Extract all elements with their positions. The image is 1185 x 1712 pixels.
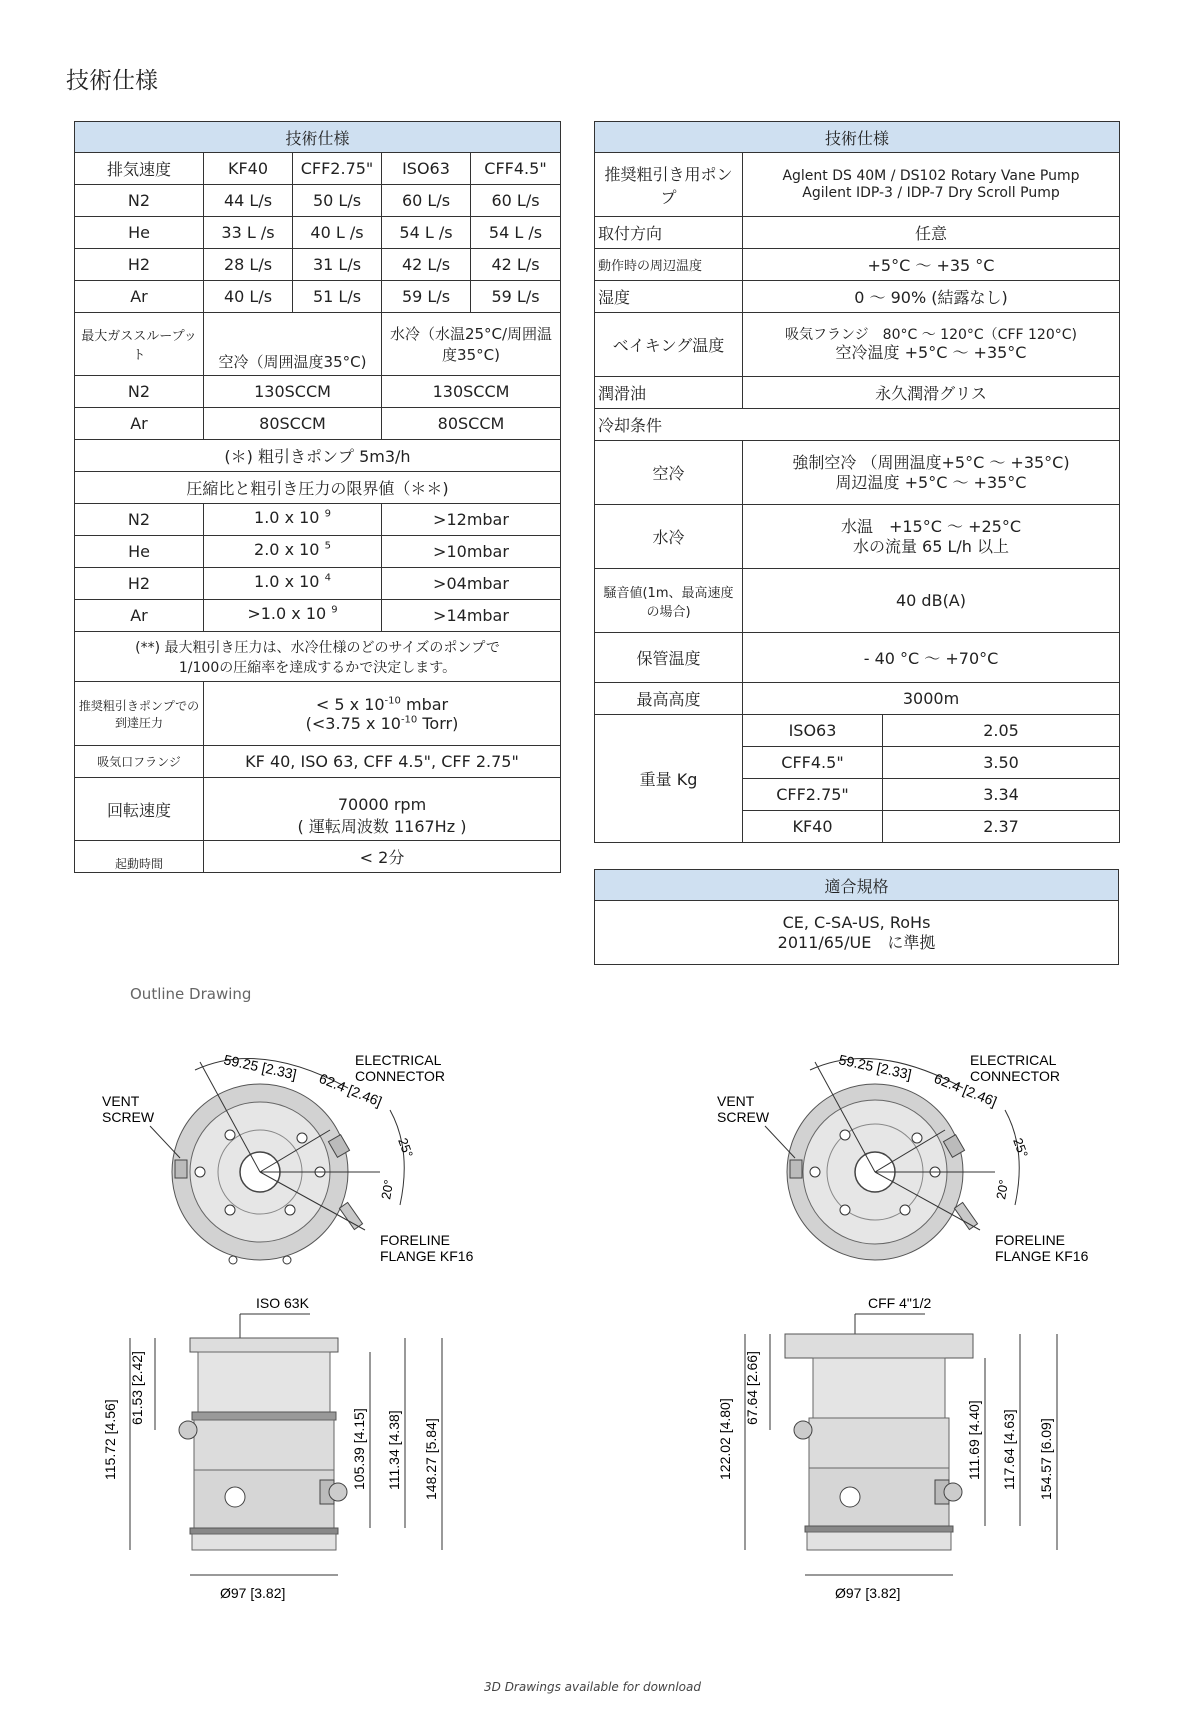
startup-row: 起動時間 < 2分	[75, 841, 561, 873]
screw-label: SCREW	[717, 1109, 770, 1125]
compression-header: 圧縮比と粗引き圧力の限界値（＊＊)	[75, 472, 561, 504]
speed-header-row: 排気速度 KF40 CFF2.75" ISO63 CFF4.5"	[75, 153, 561, 185]
table-row: He 2.0 x 10 $^5$ >10mbar	[75, 536, 561, 568]
outline-drawing-title: Outline Drawing	[130, 985, 252, 1003]
roughing-note: (＊) 粗引きポンプ 5m3/h	[75, 440, 561, 472]
flange-row: 吸気口フランジ KF 40, ISO 63, CFF 4.5", CFF 2.75"	[75, 746, 561, 778]
backing-row: 推奨粗引き用ポンプ Aglent DS 40M / DS102 Rotary Vane Pump Agilent IDP-3 / IDP-7 Dry Scroll Pump	[595, 153, 1120, 217]
ultimate-pressure-row: 推奨粗引きポンプでの到達圧力 < 5 x $10^{-10}$ mbar (<3.75 x $10^{-10}$ Torr)	[75, 682, 561, 746]
table-row: H2 1.0 x 10 $^4$ >04mbar	[75, 568, 561, 600]
flange-kf16-label: FLANGE KF16	[380, 1248, 474, 1264]
compliance-table	[594, 869, 1119, 965]
weight-label: 重量 Kg	[595, 715, 743, 843]
connector-label: CONNECTOR	[970, 1068, 1060, 1084]
screw-label: SCREW	[102, 1109, 155, 1125]
left-spec-table	[74, 121, 561, 873]
height-4: 117.64 [4.63]	[1001, 1409, 1017, 1490]
height-5: 148.27 [5.84]	[423, 1418, 439, 1500]
humidity-row: 湿度 0 〜 90% (結露なし)	[595, 281, 1120, 313]
height-3: 111.69 [4.40]	[966, 1400, 982, 1480]
throughput-header-row: 最大ガススループット 空冷（周囲温度35°C) 水冷（水温25°C/周囲温度35°C)	[75, 313, 561, 376]
right-top-view-drawing	[705, 1040, 1105, 1280]
height-3: 105.39 [4.15]	[351, 1408, 367, 1490]
table-row: 重量 Kg ISO63 2.05	[595, 715, 1120, 747]
connector-label: CONNECTOR	[355, 1068, 445, 1084]
altitude-row: 最高高度 3000m	[595, 683, 1120, 715]
height-2: 67.64 [2.66]	[744, 1351, 760, 1425]
compliance-line1: CE, C-SA-US, RoHs	[782, 913, 931, 933]
height-1: 115.72 [4.56]	[102, 1399, 118, 1480]
left-table-header: 技術仕様	[75, 122, 561, 153]
table-row: CFF4.5" 3.50	[595, 747, 1120, 779]
angle-1: 25°	[395, 1135, 417, 1160]
right-spec-table	[594, 121, 1120, 843]
inlet-label: CFF 4"1/2	[868, 1295, 932, 1311]
op-temp-row: 動作時の周辺温度 +5°C 〜 +35 °C	[595, 249, 1120, 281]
table-row: Ar 80SCCM 80SCCM	[75, 408, 561, 440]
compliance-header: 適合規格	[595, 870, 1119, 901]
table-row: Ar 40 L/s 51 L/s 59 L/s 59 L/s	[75, 281, 561, 313]
table-row: Ar >1.0 x 10 $^9$ >14mbar	[75, 600, 561, 632]
height-4: 111.34 [4.38]	[386, 1410, 402, 1490]
storage-row: 保管温度 - 40 °C 〜 +70°C	[595, 633, 1120, 683]
angle-1: 25°	[1010, 1135, 1032, 1160]
vent-label: VENT	[717, 1093, 755, 1109]
baking-row: ベイキング温度 吸気フランジ 80°C 〜 120°C（CFF 120°C) 空冷温度 +5°C 〜 +35°C	[595, 313, 1120, 377]
foreline-label: FORELINE	[995, 1232, 1066, 1248]
inlet-label: ISO 63K	[256, 1295, 309, 1311]
download-note: 3D Drawings available for download	[484, 1680, 701, 1694]
cooling-row: 冷却条件	[595, 409, 1120, 441]
foreline-label: FORELINE	[380, 1232, 451, 1248]
page-title: 技術仕様	[66, 68, 158, 94]
diameter-label: Ø97 [3.82]	[220, 1585, 286, 1601]
table-row: He 33 L /s 40 L /s 54 L /s 54 L /s	[75, 217, 561, 249]
height-1: 122.02 [4.80]	[717, 1398, 733, 1480]
dim-a: 59.25 [2.33]	[222, 1051, 299, 1083]
diameter-label: Ø97 [3.82]	[835, 1585, 901, 1601]
right-side-view-drawing	[705, 1290, 1125, 1625]
flange-kf16-label: FLANGE KF16	[995, 1248, 1089, 1264]
electrical-label: ELECTRICAL	[970, 1052, 1057, 1068]
compression-note: (**) 最大粗引き圧力は、水冷仕様のどのサイズのポンプで 1/100の圧縮率を達成するかで決定します。	[75, 632, 561, 682]
table-row: N2 44 L/s 50 L/s 60 L/s 60 L/s	[75, 185, 561, 217]
right-table-header: 技術仕様	[595, 122, 1120, 153]
noise-row: 騒音値(1m、最高速度の場合) 40 dB(A)	[595, 569, 1120, 633]
electrical-label: ELECTRICAL	[355, 1052, 442, 1068]
compliance-line2: 2011/65/UE に準拠	[777, 932, 936, 952]
dim-a: 59.25 [2.33]	[837, 1051, 914, 1083]
table-row: N2 130SCCM 130SCCM	[75, 376, 561, 408]
table-row: H2 28 L/s 31 L/s 42 L/s 42 L/s	[75, 249, 561, 281]
rotation-row: 回転速度 70000 rpm ( 運転周波数 1167Hz )	[75, 778, 561, 841]
table-row: CFF2.75" 3.34	[595, 779, 1120, 811]
table-row: N2 1.0 x 10 $^9$ >12mbar	[75, 504, 561, 536]
vent-label: VENT	[102, 1093, 140, 1109]
water-cool-row: 水冷 水温 +15°C 〜 +25°C 水の流量 65 L/h 以上	[595, 505, 1120, 569]
dim-b: 62.4 [2.46]	[931, 1069, 1000, 1110]
air-cool-row: 空冷 強制空冷 （周囲温度+5°C 〜 +35°C) 周辺温度 +5°C 〜 +35°C	[595, 441, 1120, 505]
left-side-view-drawing	[90, 1290, 510, 1625]
height-5: 154.57 [6.09]	[1038, 1418, 1054, 1500]
angle-2: 20°	[378, 1178, 397, 1201]
lube-row: 潤滑油 永久潤滑グリス	[595, 377, 1120, 409]
mounting-row: 取付方向 任意	[595, 217, 1120, 249]
angle-2: 20°	[993, 1178, 1012, 1201]
left-top-view-drawing	[90, 1040, 490, 1280]
height-2: 61.53 [2.42]	[129, 1351, 145, 1425]
dim-b: 62.4 [2.46]	[316, 1069, 385, 1110]
table-row: KF40 2.37	[595, 811, 1120, 843]
